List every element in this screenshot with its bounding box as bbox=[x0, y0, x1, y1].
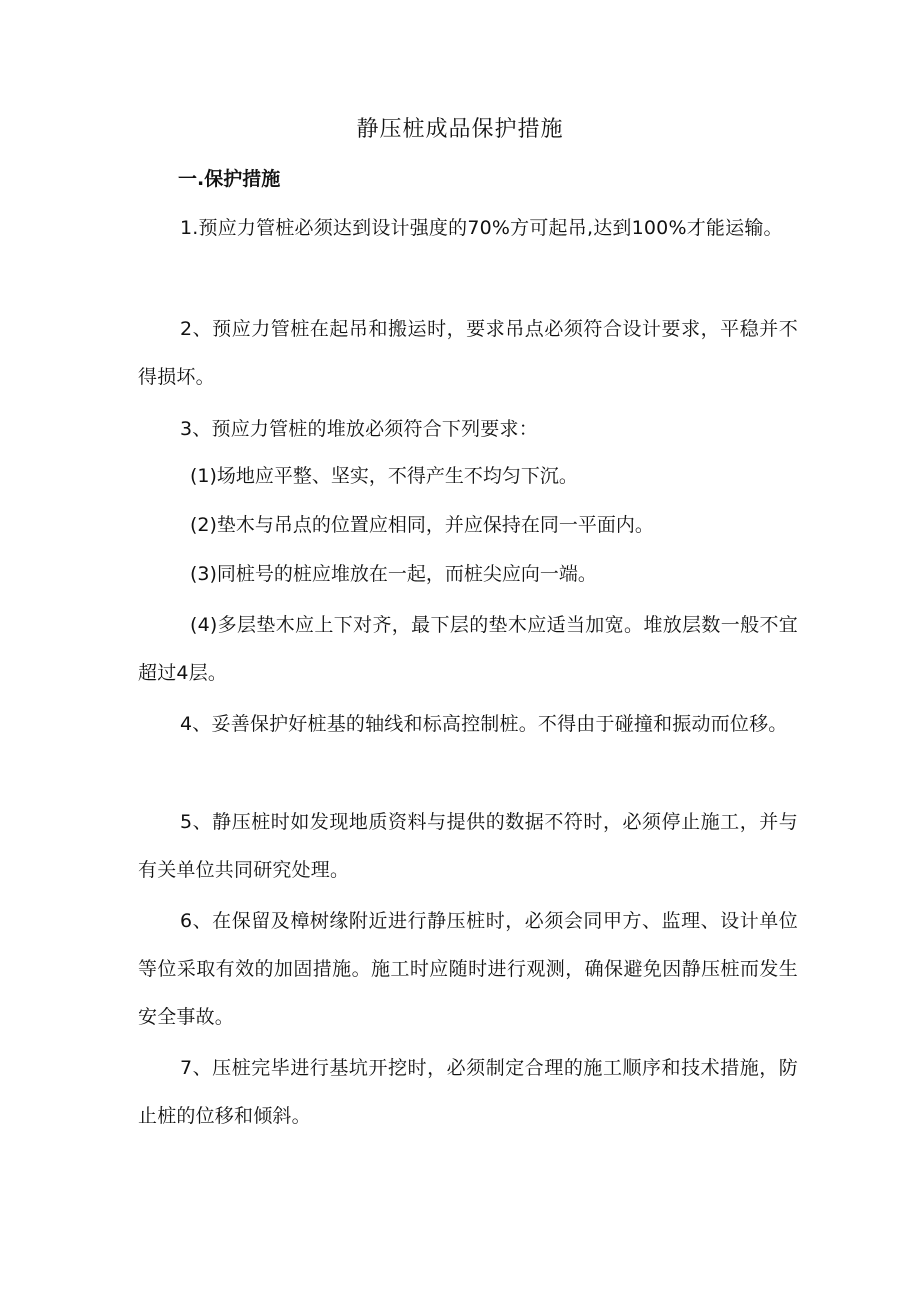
paragraph-item-2: 2、预应力管桩在起吊和搬运时，要求吊点必须符合设计要求，平稳并不得损坏。 bbox=[138, 318, 798, 388]
paragraph-item-6: 6、在保留及樟树缘附近进行静压桩时，必须会同甲方、监理、设计单位等位采取有效的加固措施。施工时应随时进行观测，确保避免因静压桩而发生安全事故。 bbox=[138, 910, 798, 1028]
sub-item-3-2: (2)垫木与吊点的位置应相同，并应保持在同一平面内。 bbox=[190, 514, 654, 536]
sub-item-3-4: (4)多层垫木应上下对齐，最下层的垫木应适当加宽。堆放层数一般不宜超过4层。 bbox=[138, 614, 798, 684]
paragraph-item-1: 1.预应力管桩必须达到设计强度的70%方可起吊,达到100%才能运输。 bbox=[180, 217, 783, 239]
section-heading: 一.保护措施 bbox=[178, 168, 281, 190]
sub-item-3-3: (3)同桩号的桩应堆放在一起，而桩尖应向一端。 bbox=[190, 563, 597, 585]
document-title: 静压桩成品保护措施 bbox=[356, 117, 564, 142]
paragraph-item-7: 7、压桩完毕进行基坑开挖时，必须制定合理的施工顺序和技术措施，防止桩的位移和倾斜。 bbox=[138, 1057, 798, 1127]
paragraph-item-4: 4、妥善保护好桩基的轴线和标高控制桩。不得由于碰撞和振动而位移。 bbox=[180, 713, 788, 735]
sub-item-3-1: (1)场地应平整、坚实，不得产生不均匀下沉。 bbox=[190, 465, 578, 487]
paragraph-item-5: 5、静压桩时如发现地质资料与提供的数据不符时，必须停止施工，并与有关单位共同研究处理。 bbox=[138, 811, 798, 881]
paragraph-item-3: 3、预应力管桩的堆放必须符合下列要求： bbox=[180, 418, 538, 440]
